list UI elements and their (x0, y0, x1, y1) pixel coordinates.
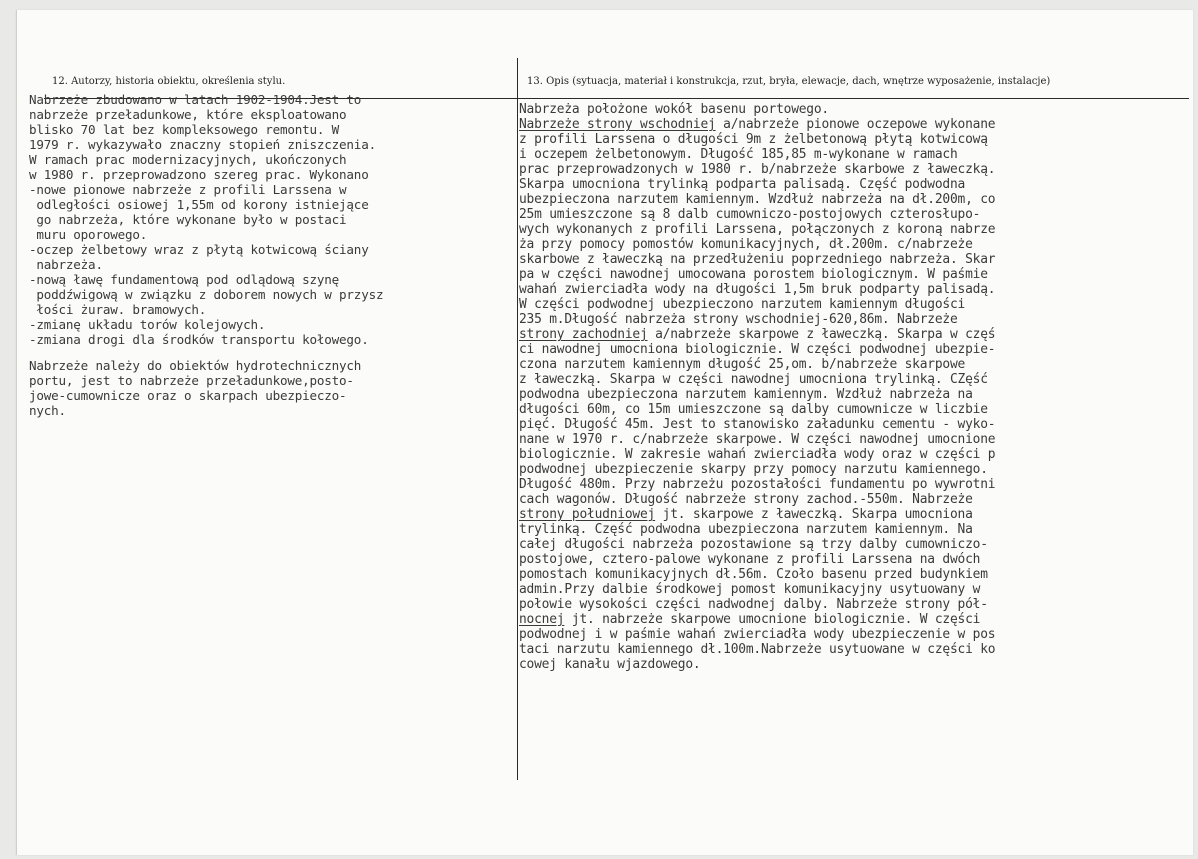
line-text: W części podwodnej ubezpieczono narzutem kamiennym długości (519, 297, 966, 312)
line-text: a/nabrzeże skarpowe z ławeczką. Skarpa w częś (647, 327, 996, 342)
line-text: cowej kanału wjazdowego. (519, 657, 701, 672)
text-line: nabrzeża. (29, 257, 103, 272)
line-text: 25m umieszczone są 8 dalb cumowniczo-postojowych czterosłupo- (519, 207, 981, 222)
text-line (519, 207, 995, 222)
text-line: -nowe pionowe nabrzeże z profili Larssena w (29, 182, 347, 197)
text-line (519, 507, 995, 522)
section-12-text (29, 92, 383, 418)
text-line: -oczep żelbetowy wraz z płytą kotwicową ściany (29, 242, 369, 257)
underlined-heading: Nabrzeże strony wschodniej (519, 117, 716, 132)
text-line (519, 312, 995, 327)
text-line (519, 162, 995, 177)
text-line (519, 117, 995, 132)
text-line: W ramach prac modernizacyjnych, ukończonych (29, 152, 347, 167)
line-text: postojowe, cztero-palowe wykonane z profili Larssena na dwóch (519, 552, 981, 567)
text-line (519, 492, 995, 507)
text-line: -nową ławę fundamentową pod odlądową szynę (29, 272, 340, 287)
text-line (519, 222, 995, 237)
line-text: a/nabrzeże pionowe oczepowe wykonane (715, 117, 996, 132)
text-line: -zmiana drogi dla środków transportu kołowego. (29, 332, 369, 347)
text-line (519, 447, 995, 462)
text-line (519, 417, 995, 432)
column-divider (517, 58, 518, 780)
line-text: wych wykonanych z profili Larssena, połączonych z koroną nabrze (519, 222, 996, 237)
text-line: -zmianę układu torów kolejowych. (29, 317, 266, 332)
line-text: ci nawodnej umocniona biologicznie. W części podwodnej ubezpie- (519, 342, 996, 357)
line-text: podwodnej i w paśmie wahań zwierciadła wody ubezpieczenie w pos (519, 627, 996, 642)
line-text: 235 m.Długość nabrzeża strony wschodniej-620,86m. Nabrzeże (519, 312, 958, 327)
section-12-header: 12. Autorzy, historia obiektu, określenia stylu. (52, 76, 286, 87)
section-13-text (519, 102, 995, 672)
line-text: trylinką. Część podwodna ubezpieczona narzutem kamiennym. Na (519, 522, 973, 537)
line-text: z ławeczką. Skarpa w części nawodnej umocniona trylinką. CZęść (519, 372, 988, 387)
line-text: jt. nabrzeże skarpowe umocnione biologicznie. W części (564, 612, 981, 627)
line-text: ubezpieczona narzutem kamiennym. Wzdłuż nabrzeża na dł.200m, co (519, 192, 996, 207)
text-line (519, 192, 995, 207)
text-line: łości żuraw. bramowych. (29, 302, 207, 317)
line-text: jt. skarpowe z ławeczką. Skarpa umocniona (655, 507, 973, 522)
line-text: z profili Larssena o długości 9m z żelbetonową płytą kotwicową (519, 132, 988, 147)
text-line (519, 642, 995, 657)
text-line (519, 612, 995, 627)
text-line (519, 657, 995, 672)
line-text: skarbowe z ławeczką na przedłużeniu poprzedniego nabrzeża. Skar (519, 252, 996, 267)
text-line (519, 462, 995, 477)
line-text: pomostach komunikacyjnych dł.56m. Czoło basenu przed budynkiem (519, 567, 988, 582)
line-text: podwodnej ubezpieczenie skarpy przy pomocy narzutu kamiennego. (519, 462, 988, 477)
line-text: ża przy pomocy pomostów komunikacyjnych, dł.200m. c/nabrzeże (519, 237, 973, 252)
line-text: nane w 1970 r. c/nabrzeże skarpowe. W części nawodnej umocnione (519, 432, 996, 447)
text-line (519, 177, 995, 192)
text-line (519, 597, 995, 612)
paragraph-gap (29, 347, 383, 358)
text-line (519, 537, 995, 552)
line-text: wahań zwierciadła wody na długości 1,5m bruk podparty palisadą. (519, 282, 996, 297)
text-line: poddźwigową w związku z doborem nowych w przysz (29, 287, 384, 302)
text-line (519, 252, 995, 267)
text-line (519, 552, 995, 567)
text-line: jowe-cumownicze oraz o skarpach ubezpieczo- (29, 388, 347, 403)
line-text: taci narzutu kamiennego dł.100m.Nabrzeże usytuowane w części ko (519, 642, 996, 657)
line-text: Skarpa umocniona trylinką podparta palisadą. Część podwodna (519, 177, 966, 192)
text-line: Nabrzeże należy do obiektów hydrotechnicznych (29, 358, 362, 373)
text-line: nabrzeże przeładunkowe, które eksploatowano (29, 107, 347, 122)
text-line (519, 147, 995, 162)
line-text: długości 60m, co 15m umieszczone są dalby cumownicze w liczbie (519, 402, 988, 417)
text-line (519, 327, 995, 342)
text-line (519, 582, 995, 597)
text-line: portu, jest to nabrzeże przeładunkowe,posto- (29, 373, 354, 388)
text-line (519, 567, 995, 582)
text-line (519, 282, 995, 297)
text-line: Nabrzeże zbudowano w latach 1902-1904.Jest to (29, 92, 362, 107)
line-text: połowie wysokości części nadwodnej dalby. Nabrzeże strony pół- (519, 597, 988, 612)
text-line (519, 237, 995, 252)
underlined-heading: strony południowej (519, 507, 656, 522)
text-line: odległości osiowej 1,55m od korony istniejące (29, 197, 369, 212)
text-line: 1979 r. wykazywało znaczny stopień zniszczenia. (29, 137, 376, 152)
line-text: Długość 480m. Przy nabrzeżu pozostałości fundamentu po wywrotni (519, 477, 996, 492)
section-13-header: 13. Opis (sytuacja, materiał i konstrukcja, rzut, bryła, elewacje, dach, wnętrze wyposażenie, instalacje) (527, 76, 1051, 87)
line-text: biologicznie. W zakresie wahań zwierciadła wody oraz w części p (519, 447, 996, 462)
line-text: całej długości nabrzeża pozostawione są trzy dalby cumowniczo- (519, 537, 988, 552)
line-text: pięć. Długość 45m. Jest to stanowisko załadunku cementu - wyko- (519, 417, 996, 432)
text-line (519, 387, 995, 402)
text-line: muru oporowego. (29, 227, 148, 242)
underlined-heading: nocnej (519, 612, 565, 627)
line-text: Nabrzeża położone wokół basenu portowego. (519, 102, 829, 117)
text-line (519, 627, 995, 642)
line-text: podwodna ubezpieczona narzutem kamiennym. Wzdłuż nabrzeża na (519, 387, 973, 402)
line-text: prac przeprowadzonych w 1980 r. b/nabrzeże skarbowe z ławeczką. (519, 162, 996, 177)
text-line (519, 432, 995, 447)
line-text: pa w części nawodnej umocowana porostem biologicznym. W paśmie (519, 267, 988, 282)
text-line: go nabrzeża, które wykonane było w postaci (29, 212, 347, 227)
text-line (519, 297, 995, 312)
text-line (519, 357, 995, 372)
text-line (519, 267, 995, 282)
underlined-heading: strony zachodniej (519, 327, 648, 342)
text-line: w 1980 r. przeprowadzono szereg prac. Wykonano (29, 167, 369, 182)
text-line (519, 102, 995, 117)
text-line (519, 372, 995, 387)
text-line: blisko 70 lat bez kompleksowego remontu. W (29, 122, 340, 137)
line-text: cach wagonów. Długość nabrzeże strony zachod.-550m. Nabrzeże (519, 492, 973, 507)
text-line (519, 402, 995, 417)
text-line: nych. (29, 403, 66, 418)
line-text: admin.Przy dalbie środkowej pomost komunikacyjny usytuowany w (519, 582, 981, 597)
line-text: i oczepem żelbetonowym. Długość 185,85 m-wykonane w ramach (519, 147, 958, 162)
text-line (519, 342, 995, 357)
text-line (519, 522, 995, 537)
text-line (519, 132, 995, 147)
line-text: czona narzutem kamiennym długość 25,om. b/nabrzeże skarpowe (519, 357, 966, 372)
text-line (519, 477, 995, 492)
